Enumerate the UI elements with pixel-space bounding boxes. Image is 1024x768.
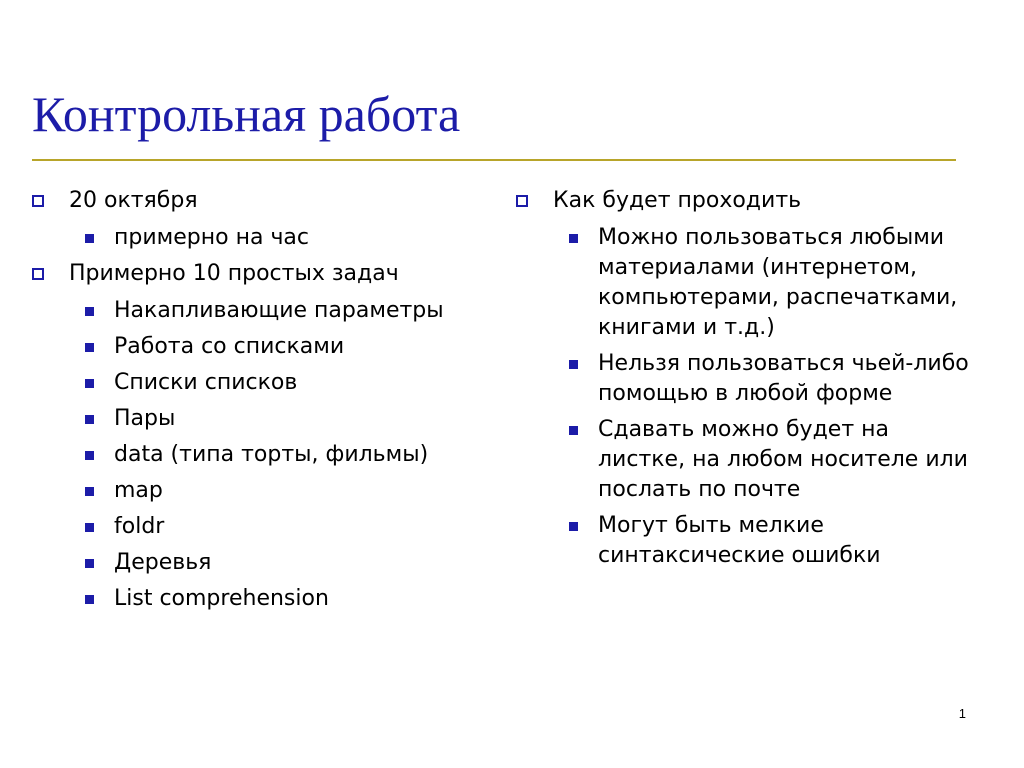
sub-bullet-text: List comprehension — [114, 586, 329, 611]
sub-bullet-text: Можно пользоваться любыми материалами (интернетом, компьютерами, распечатками, книгами и т.д.) — [598, 225, 958, 340]
sub-bullet-text: Накапливающие параметры — [114, 298, 444, 323]
sub-bullet-text: Нельзя пользоваться чьей-либо помощью в любой форме — [598, 351, 969, 406]
page-number: 1 — [958, 706, 966, 721]
sub-bullet-topic — [32, 332, 472, 362]
slide-title: Контрольная работа — [32, 86, 461, 142]
filled-square-bullet-icon — [85, 307, 94, 316]
sub-bullet-topic — [32, 440, 472, 470]
bullet-text: Примерно 10 простых задач — [69, 261, 399, 286]
filled-square-bullet-icon — [85, 451, 94, 460]
bullet-tasks — [32, 259, 472, 289]
sub-bullet-topic — [32, 584, 472, 614]
title-divider — [32, 159, 956, 161]
filled-square-bullet-icon — [85, 487, 94, 496]
filled-square-bullet-icon — [85, 559, 94, 568]
sub-bullet-topic — [32, 548, 472, 578]
hollow-square-bullet-icon — [32, 268, 44, 280]
sub-bullet-topic — [32, 296, 472, 326]
hollow-square-bullet-icon — [516, 195, 528, 207]
sub-bullet-rule — [516, 349, 976, 409]
sub-bullet-text: Списки списков — [114, 370, 298, 395]
sub-bullet-text: data (типа торты, фильмы) — [114, 442, 429, 467]
left-column — [32, 186, 472, 620]
sub-bullet-rule — [516, 223, 976, 343]
bullet-text: 20 октября — [69, 188, 198, 213]
sub-bullet-rule — [516, 415, 976, 505]
filled-square-bullet-icon — [569, 522, 578, 531]
filled-square-bullet-icon — [569, 234, 578, 243]
filled-square-bullet-icon — [85, 343, 94, 352]
filled-square-bullet-icon — [85, 523, 94, 532]
sub-bullet-text: примерно на час — [114, 225, 310, 250]
sub-bullet-text: Пары — [114, 406, 176, 431]
filled-square-bullet-icon — [85, 234, 94, 243]
bullet-how-it-works — [516, 186, 976, 216]
filled-square-bullet-icon — [85, 595, 94, 604]
sub-bullet-topic — [32, 512, 472, 542]
sub-bullet-text: Деревья — [114, 550, 212, 575]
sub-bullet-text: Сдавать можно будет на листке, на любом носителе или послать по почте — [598, 417, 968, 502]
right-column — [516, 186, 976, 577]
filled-square-bullet-icon — [569, 360, 578, 369]
bullet-date — [32, 186, 472, 216]
hollow-square-bullet-icon — [32, 195, 44, 207]
filled-square-bullet-icon — [569, 426, 578, 435]
sub-bullet-text: map — [114, 478, 163, 503]
sub-bullet-text: Работа со списками — [114, 334, 345, 359]
sub-bullet-topic — [32, 476, 472, 506]
sub-bullet-text: foldr — [114, 514, 165, 539]
bullet-text: Как будет проходить — [553, 188, 802, 213]
sub-bullet-duration — [32, 223, 472, 253]
sub-bullet-text: Могут быть мелкие синтаксические ошибки — [598, 513, 881, 568]
sub-bullet-topic — [32, 404, 472, 434]
filled-square-bullet-icon — [85, 415, 94, 424]
sub-bullet-topic — [32, 368, 472, 398]
sub-bullet-rule — [516, 511, 976, 571]
filled-square-bullet-icon — [85, 379, 94, 388]
